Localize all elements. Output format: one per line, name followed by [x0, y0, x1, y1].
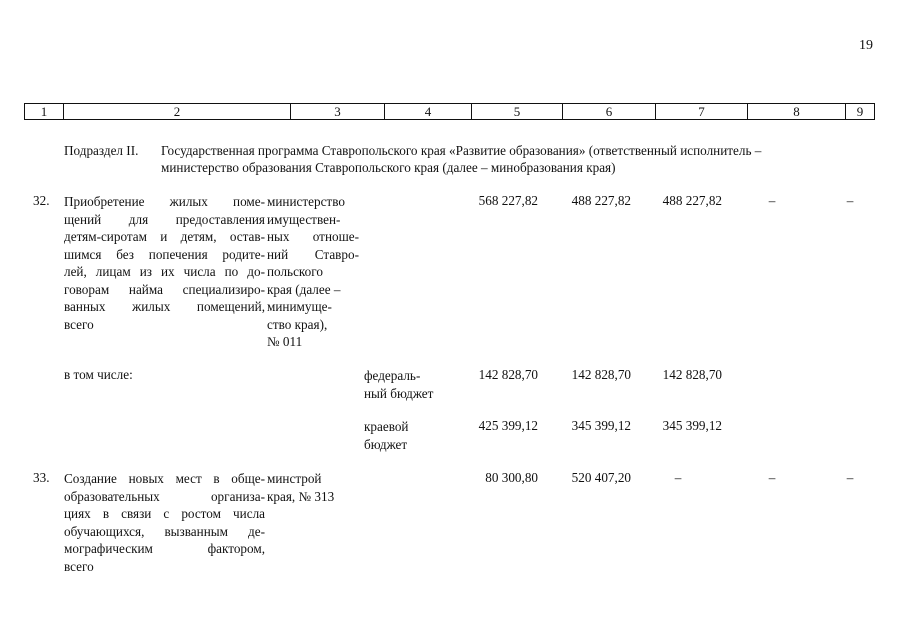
- row-33-executor: [267, 470, 359, 505]
- row-33-executor-line: минстрой: [267, 471, 322, 486]
- regional-budget-source: [364, 418, 448, 453]
- row-33-col9-value: –: [846, 470, 854, 485]
- federal-col7-value: 142 828,70: [662, 367, 722, 382]
- column-header-1: 1: [40, 104, 48, 119]
- including-label: в том числе:: [64, 367, 133, 382]
- column-header-9: 9: [845, 104, 874, 119]
- row-33-name: [64, 470, 265, 575]
- row-32-name-line: всего: [64, 316, 94, 332]
- row-33-col8-value: –: [768, 470, 776, 485]
- column-header-3: 3: [290, 104, 384, 119]
- row-32-executor-line: ных отноше-: [267, 229, 359, 244]
- row-32-name: [64, 193, 265, 333]
- row-32-executor-line: № 011: [267, 334, 303, 349]
- row-32-name-line: детям-сиротам и детям, остав-: [64, 229, 265, 244]
- row-32-name-line: говорам найма специализиро-: [64, 281, 265, 297]
- subsection-label: Подраздел II.: [64, 143, 139, 158]
- federal-col5-value: 142 828,70: [478, 367, 538, 382]
- federal-col6-value: 142 828,70: [571, 367, 631, 382]
- row-32-name-line: щений для предоставления: [64, 211, 265, 227]
- column-number-header: [24, 103, 875, 120]
- row-33-col7-value: –: [674, 470, 682, 485]
- row-32-col7-value: 488 227,82: [662, 193, 722, 208]
- row-33-name-line: всего: [64, 558, 94, 574]
- regional-col7-value: 345 399,12: [662, 418, 722, 433]
- regional-col5-value: 425 399,12: [478, 418, 538, 433]
- row-32-number: 32.: [33, 193, 50, 208]
- column-header-8: 8: [747, 104, 845, 119]
- column-header-7: 7: [655, 104, 747, 119]
- column-header-5: 5: [471, 104, 562, 119]
- row-32-executor-line: имуществен-: [267, 211, 341, 227]
- row-33-col6-value: 520 407,20: [571, 470, 631, 485]
- row-32-name-line: Приобретение жилых поме-: [64, 194, 265, 209]
- row-32-name-line: ванных жилых помещений,: [64, 299, 265, 314]
- row-32-executor-line: минимуще-: [267, 299, 332, 314]
- row-32-executor-line: министерство: [267, 194, 345, 209]
- row-32-executor: [267, 193, 359, 351]
- page-number: 19: [859, 38, 873, 53]
- row-32-col6-value: 488 227,82: [571, 193, 631, 208]
- regional-budget-source-line: бюджет: [364, 436, 408, 452]
- federal-budget-source-line: федераль-: [364, 368, 421, 383]
- row-32-name-line: лей, лицам из их числа по до-: [64, 264, 265, 279]
- column-header-2: 2: [63, 104, 290, 119]
- regional-col6-value: 345 399,12: [571, 418, 631, 433]
- row-32-col9-value: –: [846, 193, 854, 208]
- row-32-col8-value: –: [768, 193, 776, 208]
- subsection-title-line2: министерство образования Ставропольского края (далее – минобразования края): [161, 160, 616, 175]
- row-33-name-line: мографическим фактором,: [64, 541, 265, 556]
- row-32-name-line: шимся без попечения родите-: [64, 246, 265, 262]
- row-33-name-line: обучающихся, вызванным де-: [64, 523, 265, 539]
- row-33-number: 33.: [33, 470, 50, 485]
- column-header-4: 4: [384, 104, 471, 119]
- row-33-name-line: циях в связи с ростом числа: [64, 506, 265, 521]
- row-32-col5-value: 568 227,82: [478, 193, 538, 208]
- subsection-title-line1: Государственная программа Ставропольского края «Развитие образования» (ответственный исполнитель –: [161, 143, 762, 158]
- column-header-6: 6: [562, 104, 655, 119]
- row-33-executor-line: края, № 313: [267, 488, 335, 504]
- row-32-executor-line: польского: [267, 264, 323, 279]
- regional-budget-source-line: краевой: [364, 419, 409, 434]
- row-32-executor-line: края (далее –: [267, 281, 341, 297]
- federal-budget-source: [364, 367, 448, 402]
- row-33-name-line: Создание новых мест в обще-: [64, 471, 265, 486]
- row-33-name-line: образовательных организа-: [64, 488, 265, 504]
- federal-budget-source-line: ный бюджет: [364, 385, 434, 401]
- row-32-executor-line: ство края),: [267, 316, 328, 332]
- row-33-col5-value: 80 300,80: [485, 470, 538, 485]
- row-32-executor-line: ний Ставро-: [267, 246, 359, 262]
